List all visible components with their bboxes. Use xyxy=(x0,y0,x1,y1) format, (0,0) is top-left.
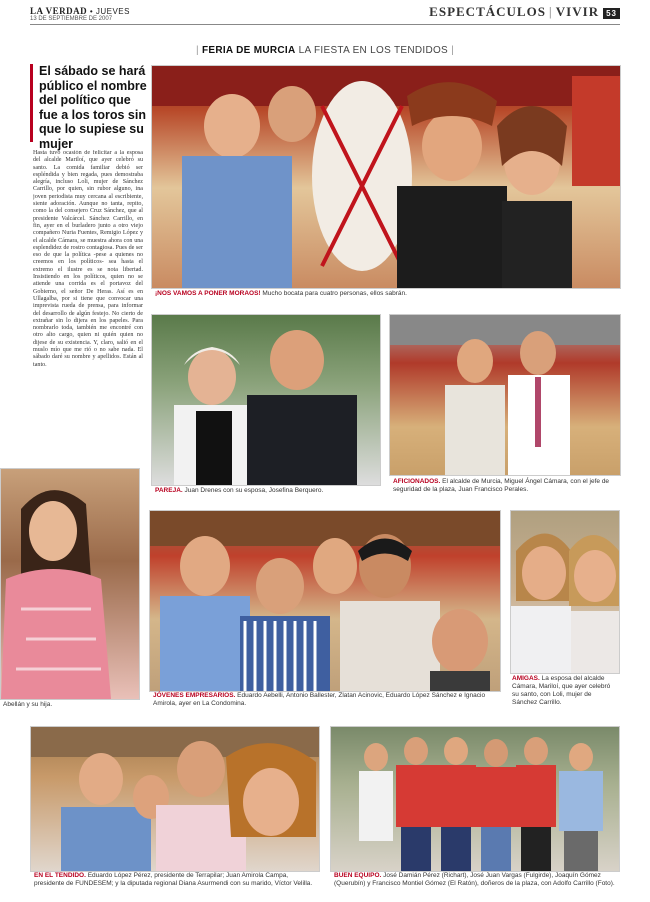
caption-buen-equipo xyxy=(334,872,618,888)
caption-text: El alcalde de Murcia, Miguel Ángel Cámara, con el jefe de seguridad de la plaza, Juan Francisco Perales. xyxy=(393,478,610,493)
photo-en-el-tendido xyxy=(30,726,320,872)
caption-label: AMIGAS. xyxy=(512,675,540,682)
photo-amigas xyxy=(510,510,620,674)
caption-text: Juan Drenes con su esposa, Josefina Berquero. xyxy=(184,487,324,494)
photo-jovenes-empresarios xyxy=(149,510,501,692)
caption-aficionados xyxy=(393,478,619,494)
masthead-paper xyxy=(30,6,130,16)
section-name: ESPECTÁCULOS xyxy=(429,4,546,19)
caption-text: José Damián Pérez (Richart), José Juan Vargas (Fulgirde), Joaquín Gómez (Querubín) y Francisco Montiel Gómez (El Ratón), doñeros de la plaza, con Adolfo Carrillo (Foto). xyxy=(334,872,615,887)
masthead-date: 13 DE SEPTIEMBRE DE 2007 xyxy=(30,16,113,22)
caption-text: Mucho bocata para cuatro personas, ellos sabrán. xyxy=(262,290,407,297)
caption-pareja xyxy=(155,487,377,495)
kicker-text: LA FIESTA EN LOS TENDIDOS xyxy=(298,45,449,56)
photo-aficionados xyxy=(389,314,621,476)
section-header: ESPECTÁCULOS | VIVIR 53 xyxy=(429,4,620,20)
caption-text: La esposa del alcalde Cámara, Mariloí, que ayer celebró su santo, con Loli, mujer de Sánchez Carrillo. xyxy=(512,675,611,706)
caption-label: PAREJA. xyxy=(155,487,183,494)
caption-abellan: Abellán y su hija. xyxy=(3,701,53,708)
caption-jovenes-empresarios xyxy=(153,692,499,708)
top-rule xyxy=(30,24,620,25)
paper-name: LA VERDAD xyxy=(30,6,88,16)
section-sub: VIVIR xyxy=(555,4,600,19)
caption-en-el-tendido xyxy=(34,872,318,888)
photo-abellan xyxy=(0,468,140,700)
caption-text: Eduardo López Pérez, presidente de Terrapilar; Juan Amirola Campa, presidente de FUNDESEM; y la diputada regional Diana Asurmendi con su marido, Víctor Velilla. xyxy=(34,872,313,887)
caption-label: AFICIONADOS. xyxy=(393,478,441,485)
kicker-label: FERIA DE MURCIA xyxy=(201,45,296,56)
photo-pareja xyxy=(151,314,381,486)
masthead-day: • JUEVES xyxy=(89,7,130,16)
feature-kicker: | FERIA DE MURCIA LA FIESTA EN LOS TENDIDOS | xyxy=(195,45,455,56)
caption-nos-vamos xyxy=(155,290,615,298)
page-number: 53 xyxy=(603,8,620,19)
caption-label: EN EL TENDIDO. xyxy=(34,872,86,879)
article-body: Hasta tuvo ocasión de felicitar a la esposa del alcalde Mariloí, que ayer celebró su santo. La comida familiar debió ser espléndida y bien regada, pues demostraba alegría, incluso Loli, mujer de Sánchez Carrillo, por quien, sin rubor alguno, ina joven periodista muy cercana al escribiente, siente adoración. Aunque no tanta, repito, como la del consejero Cruz Sánchez, que al presidente Valcárcel. Sánchez Carrillo, en fin, ayer en el burladero junto a otro viejo compañero Nuria Fuentes, Remigio López y el alcalde Cámara, se muestra ahora con una esplendidez de rostro contagiosa. Pues de ser eso de que la política -pese a quienes no creemos en los políticos- sea hasta el extremo el ilustre es se nota libertad. Insistiendo en los políticos, quien no se atiende una corrida es el portavoz del Gobierno, el señor De Heras. Así es en Ullagalba, por si tiene que convocar una imprevista rueda de prensa, para informar del desarrollo de algún festejo. No cierto de extrañar sin lo dijera en los papeles. Para nombrarlo toda, también me encontré con otro alto cargo, quien ni quién quien no dijese de su existencia. Y, claro, salió en el muslo mío que me rió o no sabe nada. El sábado daré su nombre y apellidos. Están al tanto. xyxy=(33,150,143,368)
caption-amigas xyxy=(512,675,618,707)
photo-buen-equipo xyxy=(330,726,620,872)
headline: El sábado se hará público el nombre del político que fue a los toros sin que lo supiese su mujer xyxy=(39,64,147,151)
headline-box xyxy=(30,64,151,151)
photo-nos-vamos xyxy=(151,65,621,289)
caption-label: ¡NOS VAMOS A PONER MORAOS! xyxy=(155,290,261,297)
caption-text: Eduardo Aebelli, Antonio Ballester, Zlatan Acinovic, Eduardo López Sánchez e Ignacio Amirola, ayer en La Condomina. xyxy=(153,692,486,707)
caption-label: BUEN EQUIPO. xyxy=(334,872,382,879)
caption-label: JÓVENES EMPRESARIOS. xyxy=(153,692,236,699)
